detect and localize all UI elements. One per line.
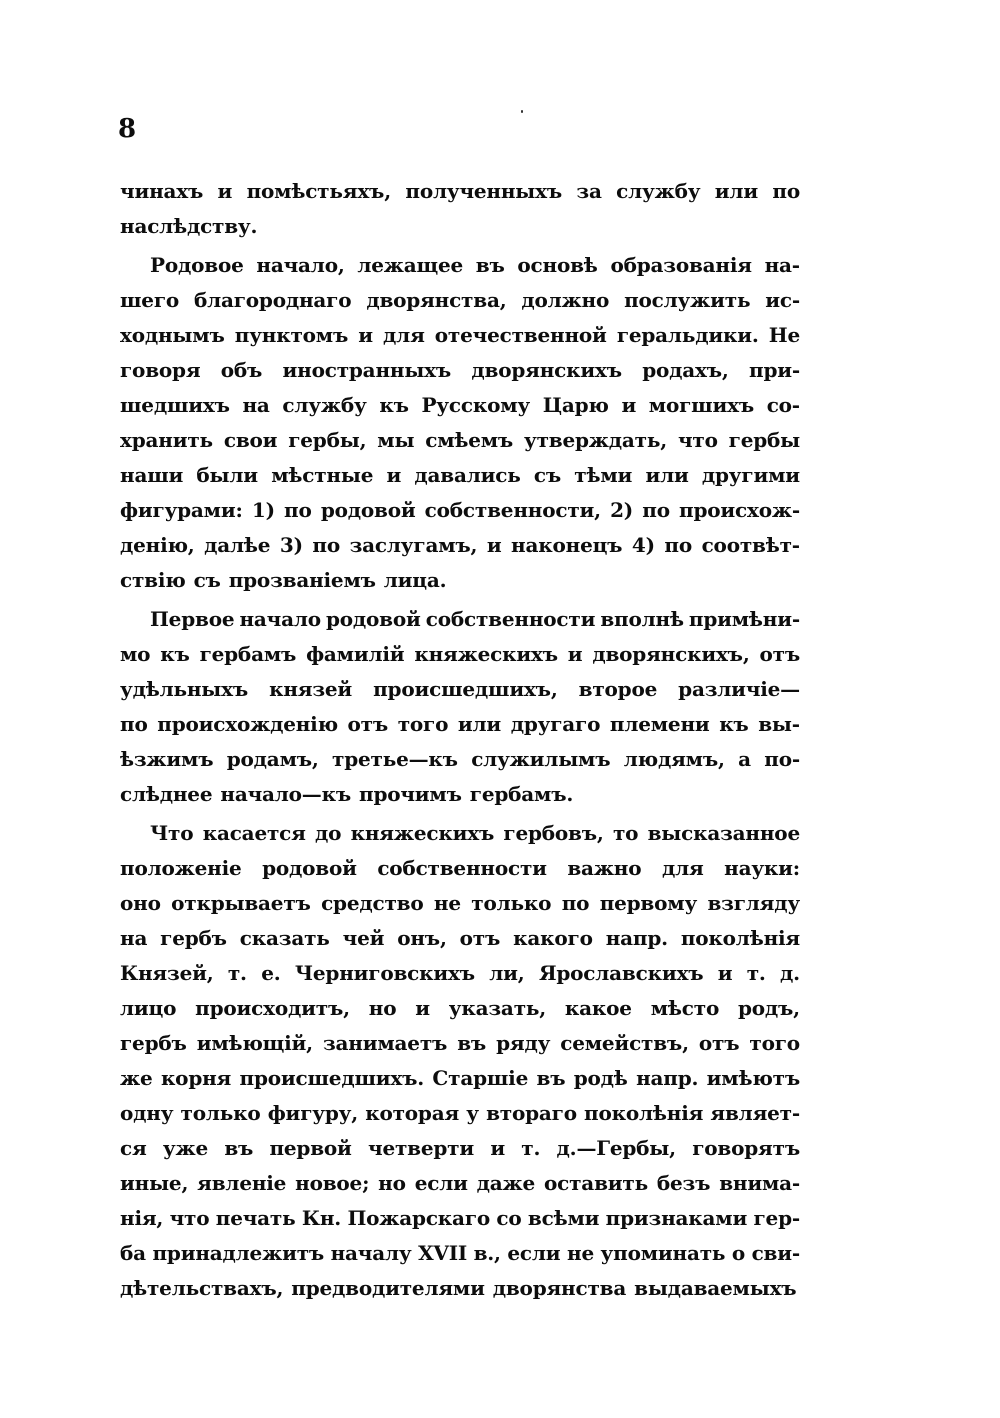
paragraph bbox=[120, 248, 800, 598]
word: по bbox=[642, 498, 670, 522]
word: и bbox=[621, 393, 637, 417]
word: д.—Гербы, bbox=[556, 1136, 676, 1160]
word: начало, bbox=[256, 253, 345, 277]
word: племени bbox=[609, 712, 710, 736]
word: происшедшихъ, bbox=[373, 677, 558, 701]
word: наконецъ bbox=[511, 533, 623, 557]
word: того bbox=[397, 712, 449, 736]
word: Царю bbox=[542, 393, 609, 417]
word: для bbox=[383, 323, 425, 347]
text-line bbox=[120, 1166, 800, 1201]
word: же bbox=[120, 1066, 153, 1090]
paragraph bbox=[120, 174, 800, 244]
word: онъ, bbox=[397, 926, 447, 950]
text-line bbox=[120, 602, 800, 637]
word: происходитъ, bbox=[195, 996, 350, 1020]
word: гербъ bbox=[120, 1031, 187, 1055]
word: въ bbox=[224, 1136, 254, 1160]
word: начало—къ bbox=[220, 782, 351, 806]
word: къ bbox=[160, 642, 190, 666]
word: напр. bbox=[636, 1066, 699, 1090]
word: Старшіе bbox=[432, 1066, 529, 1090]
word: фамилій bbox=[306, 642, 405, 666]
word: полученныхъ bbox=[405, 179, 563, 203]
word: в., bbox=[473, 1241, 501, 1265]
word: къ bbox=[719, 712, 749, 736]
word: начало bbox=[239, 607, 321, 631]
word: и bbox=[217, 179, 233, 203]
word: собственности, bbox=[424, 498, 601, 522]
paragraph bbox=[120, 602, 800, 812]
word: хранить bbox=[120, 428, 213, 452]
word: собственности bbox=[425, 607, 596, 631]
word: ба bbox=[120, 1241, 146, 1265]
word: указать, bbox=[448, 996, 547, 1020]
text-line bbox=[120, 672, 800, 707]
word: къ bbox=[379, 393, 409, 417]
word: корня bbox=[160, 1066, 232, 1090]
word: утверждать, bbox=[524, 428, 668, 452]
word: высказанное bbox=[647, 821, 800, 845]
word: по bbox=[120, 712, 148, 736]
word: послужить bbox=[624, 288, 751, 312]
word: чинахъ bbox=[120, 179, 204, 203]
word: смѣемъ bbox=[425, 428, 514, 452]
word: тѣми bbox=[574, 463, 633, 487]
word: отъ bbox=[759, 642, 800, 666]
word: князей bbox=[269, 677, 353, 701]
word: основѣ bbox=[517, 253, 598, 277]
word: положеніе bbox=[120, 856, 242, 880]
text-line bbox=[120, 248, 800, 283]
word: нія, bbox=[120, 1206, 164, 1230]
text-line bbox=[120, 388, 800, 423]
word: соотвѣт- bbox=[701, 533, 800, 557]
word: оно bbox=[120, 891, 161, 915]
text-line bbox=[120, 956, 800, 991]
word: гер- bbox=[753, 1206, 800, 1230]
word: поколѣнія bbox=[680, 926, 800, 950]
word: только bbox=[180, 1101, 261, 1125]
word: по bbox=[312, 533, 341, 557]
word: съ bbox=[193, 568, 221, 592]
text-line bbox=[120, 1061, 800, 1096]
word: но bbox=[378, 1171, 406, 1195]
word: 1) bbox=[251, 498, 275, 522]
text-line bbox=[120, 283, 800, 318]
word: прозваніемъ bbox=[228, 568, 376, 592]
word: по bbox=[561, 891, 590, 915]
word: поколѣнія bbox=[584, 1101, 704, 1125]
word: свои bbox=[223, 428, 278, 452]
word: ся bbox=[120, 1136, 147, 1160]
word: даже bbox=[476, 1171, 536, 1195]
word: упоминать bbox=[600, 1241, 726, 1265]
word: что bbox=[169, 1206, 210, 1230]
word: лицо bbox=[120, 996, 177, 1020]
word: гербы bbox=[728, 428, 800, 452]
word: семействъ, bbox=[560, 1031, 689, 1055]
word: родовой bbox=[320, 498, 416, 522]
word: родамъ, bbox=[226, 747, 319, 771]
word: Что bbox=[150, 821, 194, 845]
word: или bbox=[645, 463, 689, 487]
word: дворянскихъ, bbox=[592, 642, 750, 666]
word: принадлежитъ bbox=[152, 1241, 325, 1265]
word: дворянства, bbox=[366, 288, 507, 312]
word: княжескихъ bbox=[350, 821, 495, 845]
word: началу bbox=[330, 1241, 412, 1265]
text-line bbox=[120, 921, 800, 956]
word: должно bbox=[521, 288, 610, 312]
word: съ bbox=[533, 463, 562, 487]
scan-speck bbox=[521, 110, 523, 113]
word: въ bbox=[457, 1031, 487, 1055]
word: денію, bbox=[120, 533, 195, 557]
word: при- bbox=[749, 358, 800, 382]
word: гербамъ. bbox=[469, 782, 574, 806]
word: того bbox=[749, 1031, 800, 1055]
word: или bbox=[457, 712, 502, 736]
word: службу bbox=[616, 179, 701, 203]
word: не bbox=[567, 1241, 594, 1265]
text-line bbox=[120, 851, 800, 886]
word: первой bbox=[269, 1136, 352, 1160]
page-number: 8 bbox=[118, 114, 137, 144]
word: Князей, bbox=[120, 961, 214, 985]
word: собственности bbox=[377, 856, 547, 880]
word: наши bbox=[120, 463, 184, 487]
word: образованія bbox=[610, 253, 752, 277]
word: говорятъ bbox=[692, 1136, 800, 1160]
word: д. bbox=[780, 961, 800, 985]
text-line bbox=[120, 563, 800, 598]
word: и bbox=[486, 533, 502, 557]
word: лица. bbox=[383, 568, 447, 592]
word: не bbox=[433, 891, 461, 915]
word: т. bbox=[746, 961, 766, 985]
word: и bbox=[386, 463, 402, 487]
word: иностранныхъ bbox=[282, 358, 452, 382]
word: людямъ, bbox=[623, 747, 725, 771]
word: были bbox=[196, 463, 258, 487]
word: родѣ bbox=[573, 1066, 628, 1090]
word: и bbox=[490, 1136, 505, 1160]
word: отечественной bbox=[434, 323, 607, 347]
word: ис- bbox=[765, 288, 800, 312]
text-line bbox=[120, 1026, 800, 1061]
word: то bbox=[612, 821, 639, 845]
word: и bbox=[717, 961, 733, 985]
word: взгляду bbox=[707, 891, 800, 915]
word: фигуру, bbox=[267, 1101, 358, 1125]
word: вполнѣ bbox=[600, 607, 684, 631]
word: сви- bbox=[751, 1241, 800, 1265]
word: службу bbox=[282, 393, 367, 417]
word: если bbox=[507, 1241, 561, 1265]
word: безъ bbox=[656, 1171, 711, 1195]
word: ствію bbox=[120, 568, 186, 592]
word: т. bbox=[227, 961, 247, 985]
text-line bbox=[120, 777, 800, 812]
word: княжескихъ bbox=[414, 642, 558, 666]
word: какое bbox=[564, 996, 632, 1020]
word: со- bbox=[766, 393, 800, 417]
word: на bbox=[120, 926, 148, 950]
word: и bbox=[415, 996, 430, 1020]
word: третье—къ bbox=[332, 747, 458, 771]
word: говоря bbox=[120, 358, 201, 382]
word: касается bbox=[202, 821, 306, 845]
word: сказать bbox=[239, 926, 330, 950]
text-line bbox=[120, 1131, 800, 1166]
word: мѣсто bbox=[650, 996, 720, 1020]
word: по bbox=[772, 179, 800, 203]
word: предводителями bbox=[291, 1276, 485, 1300]
word: далѣе bbox=[204, 533, 271, 557]
word: ряду bbox=[496, 1031, 551, 1055]
word: заслугамъ, bbox=[349, 533, 478, 557]
word: уже bbox=[162, 1136, 208, 1160]
word: и bbox=[567, 642, 583, 666]
word: науки: bbox=[724, 856, 800, 880]
text-line bbox=[120, 458, 800, 493]
word: геральдики. bbox=[616, 323, 759, 347]
word: прочимъ bbox=[359, 782, 462, 806]
word: оставить bbox=[544, 1171, 648, 1195]
text-line bbox=[120, 816, 800, 851]
word: удѣльныхъ bbox=[120, 677, 249, 701]
word: важно bbox=[567, 856, 642, 880]
word: выдаваемыхъ bbox=[634, 1276, 797, 1300]
word: родовой bbox=[262, 856, 357, 880]
word: ли, bbox=[489, 961, 525, 985]
word: средство bbox=[321, 891, 424, 915]
word: благороднаго bbox=[193, 288, 352, 312]
word: различіе— bbox=[678, 677, 800, 701]
word: дворянства bbox=[492, 1276, 627, 1300]
word: е. bbox=[261, 961, 281, 985]
word: мо bbox=[120, 642, 151, 666]
word: гербамъ bbox=[199, 642, 297, 666]
word: могшихъ bbox=[648, 393, 754, 417]
word: ходнымъ bbox=[120, 323, 225, 347]
word: по bbox=[284, 498, 312, 522]
word: мѣстные bbox=[271, 463, 374, 487]
word: имѣютъ bbox=[706, 1066, 800, 1090]
word: происхожденію bbox=[157, 712, 338, 736]
word: давались bbox=[414, 463, 521, 487]
text-line bbox=[120, 423, 800, 458]
word: вы- bbox=[758, 712, 800, 736]
word: примѣни- bbox=[688, 607, 800, 631]
word: Не bbox=[768, 323, 800, 347]
word: одну bbox=[120, 1101, 174, 1125]
word: но bbox=[368, 996, 397, 1020]
word: ѣзжимъ bbox=[120, 747, 214, 771]
word: втораго bbox=[486, 1101, 577, 1125]
paragraph bbox=[120, 816, 800, 1306]
word: Ярославскихъ bbox=[538, 961, 704, 985]
word: происшедшихъ. bbox=[239, 1066, 425, 1090]
word: другими bbox=[701, 463, 800, 487]
word: дворянскихъ bbox=[471, 358, 622, 382]
body-text bbox=[120, 174, 800, 1306]
text-line bbox=[120, 353, 800, 388]
word: Русскому bbox=[421, 393, 531, 417]
word: напр. bbox=[605, 926, 668, 950]
text-line bbox=[120, 637, 800, 672]
word: явленіе bbox=[197, 1171, 287, 1195]
text-line bbox=[120, 1271, 800, 1306]
word: открываетъ bbox=[171, 891, 311, 915]
word: дѣтельствахъ, bbox=[120, 1276, 284, 1300]
word: Кн. bbox=[301, 1206, 342, 1230]
word: шего bbox=[120, 288, 180, 312]
text-line bbox=[120, 707, 800, 742]
word: объ bbox=[220, 358, 263, 382]
word: по bbox=[664, 533, 693, 557]
word: шедшихъ bbox=[120, 393, 230, 417]
text-line bbox=[120, 318, 800, 353]
word: на bbox=[242, 393, 270, 417]
word: гербъ bbox=[160, 926, 227, 950]
text-line bbox=[120, 742, 800, 777]
word: родахъ, bbox=[642, 358, 729, 382]
word: или bbox=[714, 179, 758, 203]
word: печать bbox=[215, 1206, 296, 1230]
word: лежащее bbox=[357, 253, 464, 277]
word: Родовое bbox=[150, 253, 244, 277]
word: которая bbox=[365, 1101, 460, 1125]
word: отъ bbox=[347, 712, 389, 736]
word: у bbox=[466, 1101, 479, 1125]
text-line bbox=[120, 174, 800, 209]
word: для bbox=[661, 856, 704, 880]
word: о bbox=[731, 1241, 745, 1265]
word: за bbox=[576, 179, 602, 203]
text-line bbox=[120, 209, 800, 244]
word: Черниговскихъ bbox=[294, 961, 475, 985]
word: отъ bbox=[459, 926, 501, 950]
text-line bbox=[120, 493, 800, 528]
word: наслѣдству. bbox=[120, 214, 258, 238]
word: 2) bbox=[610, 498, 634, 522]
word: какого bbox=[513, 926, 593, 950]
word: занимаетъ bbox=[322, 1031, 448, 1055]
word: что bbox=[677, 428, 718, 452]
word: Пожарскаго bbox=[347, 1206, 491, 1230]
word: пунктомъ bbox=[234, 323, 349, 347]
word: четверти bbox=[368, 1136, 474, 1160]
word: чей bbox=[342, 926, 385, 950]
text-line bbox=[120, 528, 800, 563]
word: помѣстьяхъ, bbox=[246, 179, 391, 203]
word: второе bbox=[578, 677, 658, 701]
word: признаками bbox=[605, 1206, 748, 1230]
word: на- bbox=[764, 253, 800, 277]
word: имѣющій, bbox=[196, 1031, 313, 1055]
word: служилымъ bbox=[471, 747, 611, 771]
text-line bbox=[120, 886, 800, 921]
word: другаго bbox=[510, 712, 601, 736]
word: мы bbox=[377, 428, 415, 452]
word: новое; bbox=[295, 1171, 370, 1195]
word: происхож- bbox=[679, 498, 800, 522]
word: 3) bbox=[279, 533, 303, 557]
word: первому bbox=[599, 891, 698, 915]
word: отъ bbox=[698, 1031, 740, 1055]
word: со bbox=[496, 1206, 522, 1230]
word: а bbox=[738, 747, 751, 771]
word: являет- bbox=[710, 1101, 800, 1125]
word: всѣми bbox=[527, 1206, 600, 1230]
word: по- bbox=[764, 747, 800, 771]
word: внима- bbox=[719, 1171, 800, 1195]
word: если bbox=[414, 1171, 468, 1195]
word: фигурами: bbox=[120, 498, 243, 522]
text-line bbox=[120, 991, 800, 1026]
word: иные, bbox=[120, 1171, 189, 1195]
word: XVII bbox=[418, 1241, 468, 1265]
text-line bbox=[120, 1236, 800, 1271]
word: родъ, bbox=[737, 996, 800, 1020]
word: 4) bbox=[631, 533, 655, 557]
word: и bbox=[358, 323, 373, 347]
word: Первое bbox=[150, 607, 235, 631]
word: гербы, bbox=[288, 428, 367, 452]
word: гербовъ, bbox=[503, 821, 604, 845]
text-line bbox=[120, 1201, 800, 1236]
word: родовой bbox=[325, 607, 421, 631]
word: въ bbox=[475, 253, 505, 277]
word: до bbox=[315, 821, 342, 845]
word: только bbox=[471, 891, 552, 915]
word: въ bbox=[536, 1066, 566, 1090]
text-line bbox=[120, 1096, 800, 1131]
word: т. bbox=[521, 1136, 541, 1160]
word: слѣднее bbox=[120, 782, 213, 806]
